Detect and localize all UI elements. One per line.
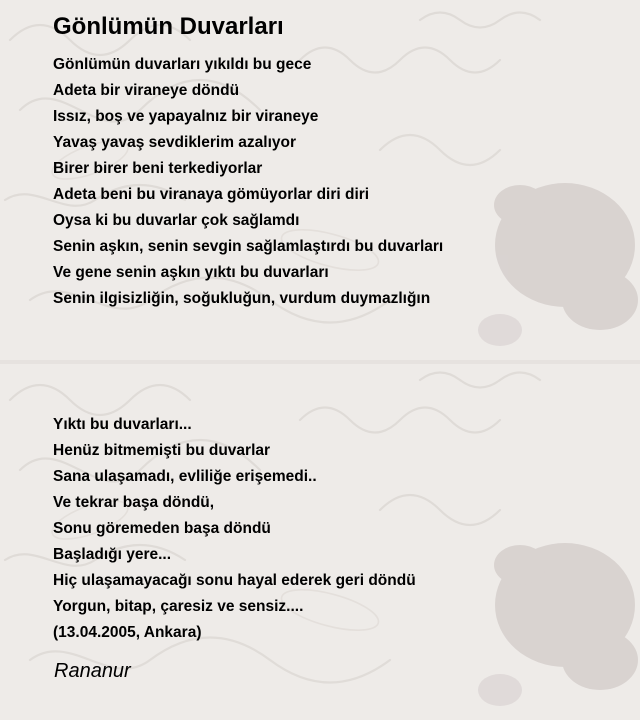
poem-line: Sana ulaşamadı, evliliğe erişemedi..: [53, 468, 317, 485]
poem-line: Yıktı bu duvarları...: [53, 416, 192, 433]
poem-line: Oysa ki bu duvarlar çok sağlamdı: [53, 212, 300, 229]
poem-line: Sonu göremeden başa döndü: [53, 520, 271, 537]
poem-title: Gönlümün Duvarları: [53, 13, 284, 40]
stanza-1: [53, 52, 443, 312]
poem-line: Senin ilgisizliğin, soğukluğun, vurdum duymazlığın: [53, 290, 431, 307]
poem-line: Ve tekrar başa döndü,: [53, 494, 215, 511]
poem-line: Adeta bir viraneye döndü: [53, 82, 240, 99]
poem-line: Adeta beni bu viranaya gömüyorlar diri diri: [53, 186, 370, 203]
poem-line: Henüz bitmemişti bu duvarlar: [53, 442, 271, 459]
poem-line: Hiç ulaşamayacağı sonu hayal ederek geri döndü: [53, 572, 416, 589]
poem-line: Yavaş yavaş sevdiklerim azalıyor: [53, 134, 297, 151]
poem-line: Issız, boş ve yapayalnız bir viraneye: [53, 108, 319, 125]
poem-date-location: (13.04.2005, Ankara): [53, 624, 202, 641]
poem-line: Senin aşkın, senin sevgin sağlamlaştırdı bu duvarları: [53, 238, 444, 255]
poem-author: Rananur: [54, 660, 131, 682]
poem-line: Yorgun, bitap, çaresiz ve sensiz....: [53, 598, 304, 615]
poem-line: Başladığı yere...: [53, 546, 172, 563]
poem-line: Birer birer beni terkediyorlar: [53, 160, 263, 177]
stanza-2: [53, 412, 416, 646]
poem-line: Gönlümün duvarları yıkıldı bu gece: [53, 56, 312, 73]
poem-line: Ve gene senin aşkın yıktı bu duvarları: [53, 264, 329, 281]
